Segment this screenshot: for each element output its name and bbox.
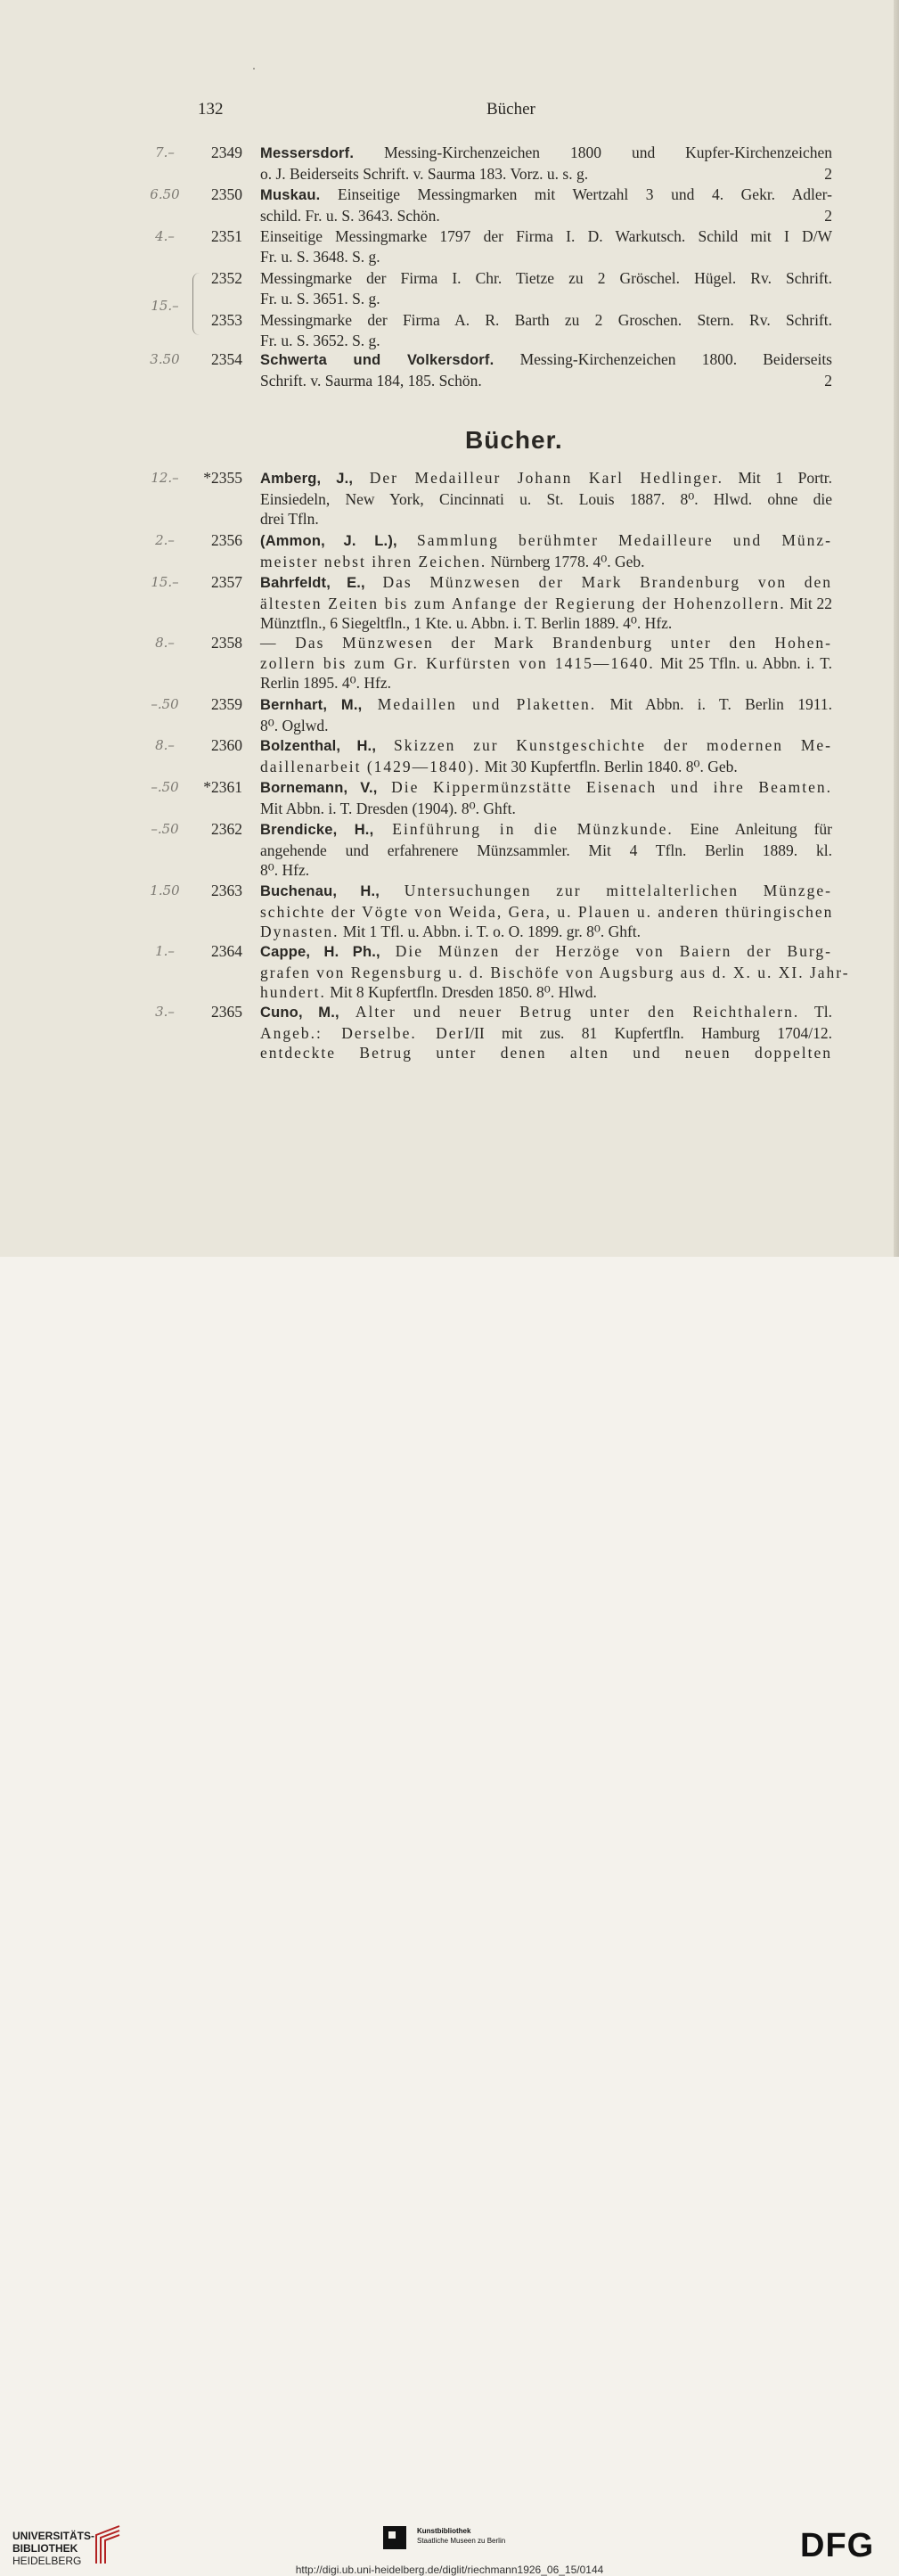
library-name — [12, 2530, 94, 2567]
entry-line — [260, 143, 832, 164]
bracket — [192, 273, 200, 335]
entry-details: 8⁰. Oglwd. — [260, 716, 329, 734]
entry-title: Die Münzen der Herzöge von Baiern der Burg- — [380, 942, 832, 960]
entry-details: drei Tfln. — [260, 510, 319, 528]
lot-number: 2360 — [211, 736, 242, 754]
entry-title: entdeckte Betrug unter denen alten und neuen doppelten — [260, 1044, 832, 1062]
library-line: HEIDELBERG — [12, 2555, 82, 2567]
entry-line — [260, 902, 832, 923]
handwritten-price-mark: 15.– — [151, 298, 179, 314]
entry-line — [260, 819, 832, 841]
handwritten-price-mark: –.50 — [151, 779, 179, 795]
entry-author: Cuno, M., — [260, 1005, 339, 1021]
entry-line — [260, 371, 832, 391]
entry-details: o. J. Beiderseits Schrift. v. Saurma 183. Vorz. u. s. g. — [260, 164, 589, 183]
handwritten-price-mark: 12.– — [151, 470, 179, 486]
entry-details: Mit Abbn. i. T. Berlin 1911. — [596, 695, 832, 713]
entry-author: Cappe, H. Ph., — [260, 944, 380, 960]
lot-number: 2364 — [211, 942, 242, 960]
entry-details: Mit 1 Tfl. u. Abbn. i. T. o. O. 1899. gr. 8⁰. Ghft. — [339, 923, 642, 940]
entry-title: Angeb.: Derselbe. Der — [260, 1023, 465, 1042]
handwritten-price-mark: 6.50 — [150, 186, 180, 202]
page-edge — [894, 0, 899, 1257]
entry-author: Brendicke, H., — [260, 822, 374, 838]
lot-number: 2359 — [211, 695, 242, 713]
entry-author: Bolzenthal, H., — [260, 738, 377, 754]
entry-line — [260, 1043, 832, 1063]
lot-number: 2365 — [211, 1003, 242, 1021]
entry-details: Fr. u. S. 3651. S. g. — [260, 289, 380, 308]
entry-description — [260, 1002, 832, 1063]
entry-line — [260, 331, 832, 351]
entry-line — [260, 206, 832, 226]
entry-author: (Ammon, J. L.), — [260, 533, 397, 549]
entry-line — [260, 716, 832, 736]
entry-line — [260, 268, 832, 289]
entry-title: Untersuchungen zur mittelalterlichen Münzge- — [380, 882, 832, 899]
entry-title: Der Medailleur Johann Karl Hedlinger. — [353, 469, 723, 487]
entry-title: Skizzen zur Kunstgeschichte der modernen Me- — [376, 736, 833, 754]
entry-author: Muskau. — [260, 187, 321, 203]
entry-details: Tl. — [799, 1003, 832, 1021]
entry-line — [260, 860, 832, 881]
entry-line-text — [260, 164, 588, 185]
entry-description — [260, 735, 832, 776]
entry-description — [260, 143, 832, 184]
entry-details: Schrift. v. Saurma 184, 185. Schön. — [260, 371, 482, 390]
handwritten-price-mark: 3.– — [155, 1004, 175, 1020]
entry-title: Sammlung berühmter Medailleure und Münz- — [396, 531, 832, 549]
handwritten-price-mark: 1.50 — [150, 882, 180, 898]
entry-details: Mit Abbn. i. T. Dresden (1904). 8⁰. Ghft. — [260, 799, 516, 817]
lot-number: 2350 — [211, 185, 242, 203]
entry-title: — Das Münzwesen der Mark Brandenburg unter den Hohen- — [260, 634, 832, 652]
entry-line — [260, 777, 832, 799]
lot-number: 2354 — [211, 350, 242, 368]
ink-speck — [253, 68, 255, 70]
lot-number: 2352 — [211, 269, 242, 287]
entry-description — [260, 941, 850, 1003]
lot-number: 2349 — [211, 144, 242, 161]
running-title: Bücher — [486, 100, 535, 119]
entry-description — [260, 819, 832, 881]
entry-line — [260, 881, 832, 902]
entry-line — [260, 982, 832, 1003]
entry-details: Mit 1 Portr. — [723, 469, 832, 487]
entry-line — [260, 963, 850, 983]
entry-author: Amberg, J., — [260, 471, 354, 487]
entry-author: Messersdorf. — [260, 145, 355, 161]
entry-title: Medaillen und Plaketten. — [362, 695, 597, 713]
entry-description — [260, 185, 832, 226]
lot-number: *2355 — [203, 469, 242, 487]
kunstbibliothek-name — [417, 2526, 505, 2546]
entry-line — [260, 922, 832, 942]
entry-title: hundert. — [260, 983, 326, 1001]
entry-title: Dynasten. — [260, 923, 339, 940]
entry-description — [260, 349, 832, 390]
entry-line — [260, 841, 832, 861]
library-line: BIBLIOTHEK — [12, 2542, 78, 2555]
entry-line — [260, 310, 832, 331]
lot-number: *2361 — [203, 778, 242, 796]
entry-line-text — [260, 206, 440, 226]
entry-author: Bernhart, M., — [260, 697, 363, 713]
entry-line — [260, 633, 832, 653]
entry-title: schichte der Vögte von Weida, Gera, u. Plauen u. anderen thüringischen — [260, 902, 834, 921]
entry-details: Münztfln., 6 Siegeltfln., 1 Kte. u. Abbn. i. T. Berlin 1889. 4⁰. Hfz. — [260, 614, 673, 632]
entry-title: ältesten Zeiten bis zum Anfange der Regierung der Hohenzollern. — [260, 594, 786, 612]
entry-line — [260, 673, 832, 693]
library-line: UNIVERSITÄTS- — [12, 2530, 95, 2542]
lot-number: 2362 — [211, 820, 242, 838]
handwritten-price-mark: 8.– — [155, 635, 175, 651]
entry-details: Mit 25 Tfln. u. Abbn. i. T. — [654, 653, 832, 672]
entry-title: zollern bis zum Gr. Kurfürsten von 1415—1640. — [260, 653, 655, 672]
dfg-logo: DFG — [800, 2527, 875, 2564]
entry-description — [260, 468, 832, 529]
handwritten-price-mark: 15.– — [151, 574, 179, 590]
entry-description — [260, 633, 832, 693]
entry-price: 2 — [824, 164, 832, 183]
entry-title: Die Kippermünzstätte Eisenach und ihre Beamten. — [377, 778, 832, 796]
entry-line-text — [260, 371, 482, 391]
entry-details: Messingmarke der Firma I. Chr. Tietze zu 2 Gröschel. Hügel. Rv. Schrift. — [260, 269, 832, 287]
lot-number: 2353 — [211, 311, 242, 329]
entry-details: 8⁰. Hfz. — [260, 861, 310, 879]
entry-line — [260, 735, 832, 757]
entry-line — [260, 757, 832, 777]
lot-number: 2357 — [211, 573, 242, 591]
entry-line — [260, 185, 832, 206]
entry-title: meister nebst ihren Zeichen. — [260, 552, 487, 570]
lot-number: 2351 — [211, 227, 242, 245]
entry-line — [260, 594, 832, 614]
entry-line — [260, 613, 832, 634]
entry-description — [260, 310, 832, 350]
entry-line — [260, 289, 832, 309]
entry-author: Bornemann, V., — [260, 780, 378, 796]
entry-description — [260, 572, 832, 634]
entry-line — [260, 530, 832, 552]
entry-title: grafen von Regensburg u. d. Bischöfe von Augsburg aus d. X. u. XI. Jahr- — [260, 963, 850, 981]
entry-details: Mit 22 — [785, 594, 832, 612]
entry-details: Fr. u. S. 3648. S. g. — [260, 247, 380, 266]
kb-line: Kunstbibliothek — [417, 2527, 471, 2535]
entry-details: Mit 30 Kupfertfln. Berlin 1840. 8⁰. Geb. — [480, 757, 738, 775]
kb-line: Staatliche Museen zu Berlin — [417, 2537, 506, 2545]
entry-line — [260, 247, 832, 267]
handwritten-price-mark: 4.– — [155, 228, 175, 244]
handwritten-price-mark: 8.– — [155, 737, 175, 753]
handwritten-price-mark: 2.– — [155, 532, 175, 548]
entry-title: Das Münzwesen der Mark Brandenburg von den — [364, 573, 832, 591]
source-url[interactable]: http://digi.ub.uni-heidelberg.de/diglit/riechmann1926_06_15/0144 — [295, 2564, 604, 2576]
entry-title: daillenarbeit (1429—1840). — [260, 757, 481, 775]
entry-line — [260, 552, 832, 572]
library-logo-icon — [93, 2523, 125, 2567]
entry-details: Messing-Kirchenzeichen 1800. Beiderseits — [494, 350, 832, 368]
entry-title: Einführung in die Münzkunde. — [373, 820, 674, 838]
entry-line — [260, 653, 832, 674]
kunstbibliothek-logo-icon — [383, 2526, 406, 2549]
entry-description — [260, 530, 832, 571]
handwritten-price-mark: –.50 — [151, 696, 179, 712]
entry-details: Einseitige Messingmarken mit Wertzahl 3 und 4. Gekr. Adler- — [320, 185, 832, 203]
handwritten-price-mark: 1.– — [155, 943, 175, 959]
handwritten-price-mark: 3.50 — [150, 351, 180, 367]
entry-line — [260, 468, 832, 489]
entry-details: Einsiedeln, New York, Cincinnati u. St. Louis 1887. 8⁰. Hlwd. ohne die — [260, 489, 832, 508]
entry-details: Nürnberg 1778. 4⁰. Geb. — [486, 552, 645, 570]
entry-details: I/II mit zus. 81 Kupfertfln. Hamburg 1704/12. — [464, 1023, 832, 1042]
lot-number: 2356 — [211, 531, 242, 549]
scanned-page — [0, 0, 899, 1257]
entry-description — [260, 694, 832, 735]
section-title: Bücher. — [465, 426, 563, 454]
lot-number: 2358 — [211, 634, 242, 652]
entry-details: Messingmarke der Firma A. R. Barth zu 2 Groschen. Stern. Rv. Schrift. — [260, 311, 832, 329]
entry-author: Schwerta und Volkersdorf. — [260, 352, 494, 368]
entry-details: schild. Fr. u. S. 3643. Schön. — [260, 206, 440, 225]
entry-line — [260, 509, 832, 529]
entry-details: Fr. u. S. 3652. S. g. — [260, 331, 380, 349]
entry-details: Eine Anleitung für — [673, 820, 832, 838]
entry-line — [260, 164, 832, 185]
entry-line — [260, 572, 832, 594]
entry-line — [260, 799, 832, 819]
entry-line — [260, 226, 832, 247]
handwritten-price-mark: 7.– — [155, 144, 175, 160]
entry-details: Einseitige Messingmarke 1797 der Firma I. D. Warkutsch. Schild mit I D/W — [260, 227, 832, 245]
footer-bar — [0, 1257, 899, 2576]
entry-author: Buchenau, H., — [260, 883, 380, 899]
entry-line — [260, 941, 832, 963]
entry-line — [260, 1023, 832, 1044]
handwritten-price-mark: –.50 — [151, 821, 179, 837]
entry-line — [260, 1002, 832, 1023]
entry-price: 2 — [824, 371, 832, 390]
entry-details: Mit 8 Kupfertfln. Dresden 1850. 8⁰. Hlwd. — [325, 983, 597, 1001]
entry-line — [260, 489, 832, 510]
entry-description — [260, 226, 832, 267]
entry-description — [260, 881, 832, 942]
entry-author: Bahrfeldt, E., — [260, 575, 365, 591]
entry-details: angehende und erfahrenere Münzsammler. Mit 4 Tfln. Berlin 1889. kl. — [260, 841, 832, 859]
entry-title: Alter und neuer Betrug unter den Reichthalern. — [339, 1003, 800, 1021]
entry-line — [260, 694, 832, 716]
entry-details: Rerlin 1895. 4⁰. Hfz. — [260, 674, 391, 692]
entry-price: 2 — [824, 206, 832, 225]
entry-description — [260, 777, 832, 818]
entry-description — [260, 268, 832, 308]
page-number: 132 — [198, 100, 224, 119]
entry-line — [260, 349, 832, 371]
lot-number: 2363 — [211, 882, 242, 899]
entry-details: Messing-Kirchenzeichen 1800 und Kupfer-Kirchenzeichen — [354, 144, 832, 161]
